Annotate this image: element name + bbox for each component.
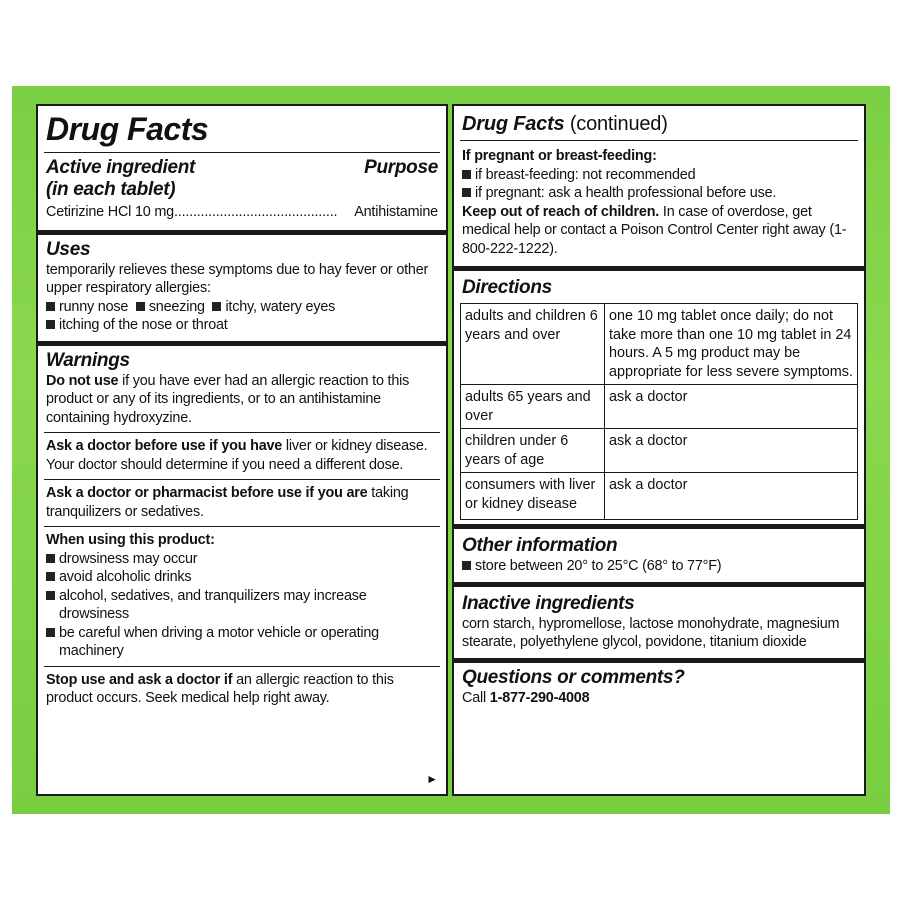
- directions-who: adults 65 years and over: [461, 385, 605, 429]
- questions-phone: 1-877-290-4008: [489, 689, 590, 706]
- warnings-heading: Warnings: [46, 349, 130, 371]
- pregnant-item: if breast-feeding: not recommended: [462, 166, 856, 185]
- when-using-heading: When using this product:: [46, 532, 215, 548]
- table-row: [461, 429, 858, 473]
- purpose-heading: Purpose: [364, 157, 438, 178]
- ask-pharmacist-warning: Ask a doctor or pharmacist before use if you are taking tranquilizers or sedatives.: [46, 485, 409, 520]
- table-row: [461, 473, 858, 520]
- directions-what: ask a doctor: [605, 473, 858, 520]
- directions-what: ask a doctor: [605, 385, 858, 429]
- pregnant-item: if pregnant: ask a health professional before use.: [462, 184, 856, 203]
- continue-arrow-icon: ►: [426, 772, 438, 786]
- active-ingredient-heading: Active ingredient: [46, 157, 196, 178]
- inactive-ingredients-text: corn starch, hypromellose, lactose monohydrate, magnesium stearate, polyethylene glycol, povidone, titanium dioxide: [462, 615, 840, 650]
- table-row: [461, 304, 858, 385]
- questions-call: Call 1-877-290-4008: [462, 689, 590, 706]
- directions-who: children under 6 years of age: [461, 429, 605, 473]
- uses-heading: Uses: [46, 238, 91, 260]
- inactive-ingredients-heading: Inactive ingredients: [462, 592, 635, 614]
- uses-text: temporarily relieves these symptoms due to hay fever or other upper respiratory allergies:: [46, 261, 429, 296]
- active-ingredient-subheading: (in each tablet): [46, 179, 176, 200]
- table-row: [461, 385, 858, 429]
- pregnant-heading: If pregnant or breast-feeding:: [462, 148, 657, 164]
- when-using-item: drowsiness may occur: [46, 550, 438, 569]
- when-using-item: alcohol, sedatives, and tranquilizers may increase drowsiness: [46, 587, 438, 624]
- other-information-item: store between 20° to 25°C (68° to 77°F): [462, 557, 856, 576]
- other-information-heading: Other information: [462, 535, 618, 556]
- directions-heading: Directions: [462, 277, 552, 298]
- package-background: [12, 86, 890, 814]
- uses-item: itchy, watery eyes: [225, 298, 336, 315]
- do-not-use-warning: Do not use if you have ever had an allergic reaction to this product or any of its ingredients, or to an antihistamine containing hydroxyzine.: [46, 372, 410, 426]
- drug-facts-title: Drug Facts: [46, 111, 209, 147]
- ingredient-row: [46, 203, 438, 222]
- uses-list: [46, 298, 438, 335]
- when-using-item: avoid alcoholic drinks: [46, 568, 438, 587]
- uses-item: itching of the nose or throat: [59, 317, 228, 333]
- drug-facts-panel-right: [452, 104, 866, 796]
- drug-facts-continued-title: Drug Facts (continued): [462, 113, 668, 135]
- ask-doctor-warning: Ask a doctor before use if you have liver or kidney disease. Your doctor should determine if you need a different dose.: [46, 438, 428, 473]
- ingredient-leader: ...........................................: [173, 204, 338, 220]
- directions-what: one 10 mg tablet once daily; do not take more than one 10 mg tablet in 24 hours. A 5 mg product may be appropriate for less severe symptoms.: [605, 304, 858, 385]
- directions-who: consumers with liver or kidney disease: [461, 473, 605, 520]
- keep-out-of-reach: Keep out of reach of children. In case of overdose, get medical help or contact a Poison Control Center right away (1-800-222-1222).: [462, 203, 847, 257]
- ingredient-name: Cetirizine HCl 10 mg: [46, 204, 174, 220]
- questions-heading: Questions or comments?: [462, 666, 685, 688]
- directions-table: [460, 303, 858, 520]
- uses-item: runny nose: [59, 298, 129, 315]
- ingredient-purpose: Antihistamine: [354, 204, 438, 220]
- uses-item: sneezing: [148, 298, 205, 315]
- directions-what: ask a doctor: [605, 429, 858, 473]
- stop-use-warning: Stop use and ask a doctor if an allergic reaction to this product occurs. Seek medical help right away.: [46, 671, 394, 706]
- drug-facts-panel-left: [36, 104, 448, 796]
- when-using-item: be careful when driving a motor vehicle or operating machinery: [46, 624, 438, 661]
- directions-who: adults and children 6 years and over: [461, 304, 605, 385]
